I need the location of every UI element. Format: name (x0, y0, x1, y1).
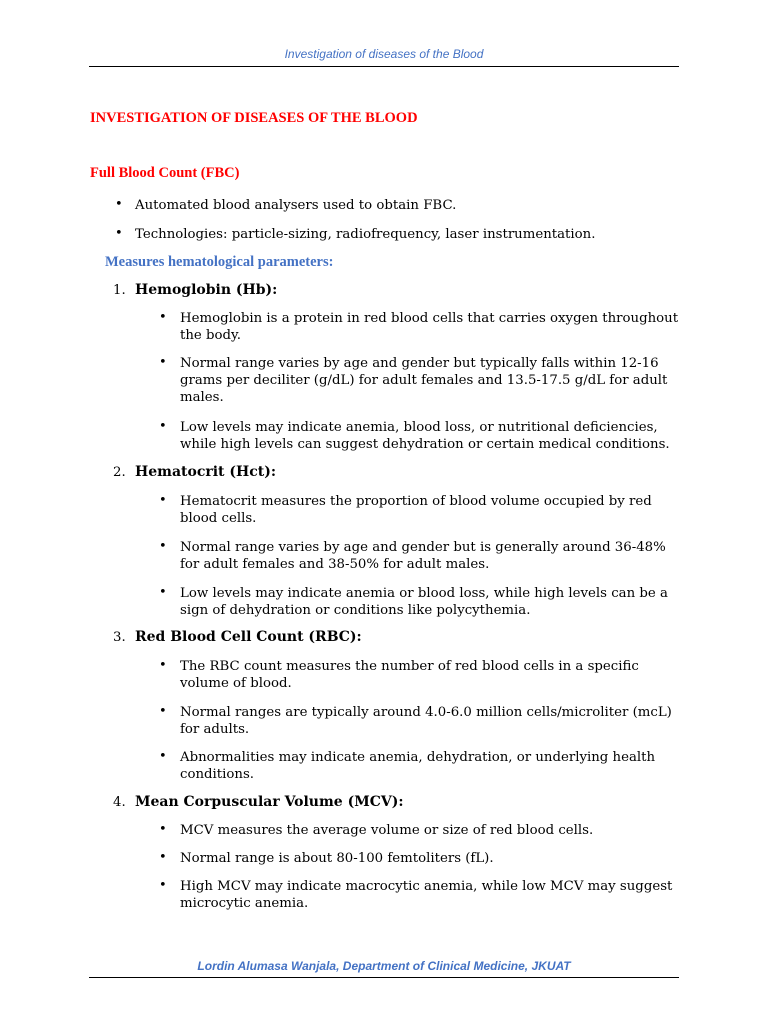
list-number: 2. (113, 465, 126, 480)
fbc-heading: Full Blood Count (FBC) (90, 165, 240, 181)
mcv-bullet-3: High MCV may indicate macrocytic anemia, while low MCV may suggest microcytic anemia. (180, 879, 673, 911)
bullet-marker: • (159, 878, 167, 893)
list-number: 3. (113, 630, 126, 645)
bullet-marker: • (159, 822, 167, 837)
footer-divider (89, 977, 679, 978)
parameter-heading-rbc: Red Blood Cell Count (RBC): (135, 629, 362, 645)
page-header: Investigation of diseases of the Blood (284, 47, 484, 61)
mcv-bullet-1: MCV measures the average volume or size of red blood cells. (180, 823, 594, 838)
parameter-heading-hematocrit: Hematocrit (Hct): (135, 464, 277, 480)
bullet-marker: • (159, 355, 167, 370)
bullet-marker: • (115, 226, 123, 241)
bullet-marker: • (159, 585, 167, 600)
hematocrit-bullet-3: Low levels may indicate anemia or blood loss, while high levels can be a sign of dehydration or conditions like polycythemia. (180, 586, 668, 618)
parameter-heading-hemoglobin: Hemoglobin (Hb): (135, 282, 278, 298)
list-number: 4. (113, 795, 126, 810)
bullet-marker: • (159, 850, 167, 865)
bullet-marker: • (159, 493, 167, 508)
measures-heading: Measures hematological parameters: (105, 254, 334, 270)
parameter-heading-mcv: Mean Corpuscular Volume (MCV): (135, 794, 404, 810)
rbc-bullet-3: Abnormalities may indicate anemia, dehydration, or underlying health conditions. (180, 750, 656, 782)
bullet-marker: • (159, 419, 167, 434)
hemoglobin-bullet-2: Normal range varies by age and gender but typically falls within 12-16 grams per deciliter (g/dL) for adult females and 13.5-17.5 g/dL for adult males. (180, 356, 668, 405)
mcv-bullet-2: Normal range is about 80-100 femtoliters (fL). (180, 851, 494, 866)
bullet-marker: • (115, 197, 123, 212)
hematocrit-bullet-1: Hematocrit measures the proportion of blood volume occupied by red blood cells. (180, 494, 652, 526)
bullet-marker: • (159, 658, 167, 673)
page-footer: Lordin Alumasa Wanjala, Department of Clinical Medicine, JKUAT (197, 959, 571, 973)
fbc-bullet-1: Automated blood analysers used to obtain FBC. (135, 198, 457, 213)
fbc-bullet-2: Technologies: particle-sizing, radiofrequency, laser instrumentation. (135, 227, 596, 242)
bullet-marker: • (159, 310, 167, 325)
hematocrit-bullet-2: Normal range varies by age and gender but is generally around 36-48% for adult females and 38-50% for adult males. (180, 540, 666, 572)
bullet-marker: • (159, 539, 167, 554)
bullet-marker: • (159, 704, 167, 719)
rbc-bullet-2: Normal ranges are typically around 4.0-6.0 million cells/microliter (mcL) for adults. (180, 705, 672, 737)
list-number: 1. (113, 283, 126, 298)
header-divider (89, 66, 679, 67)
rbc-bullet-1: The RBC count measures the number of red blood cells in a specific volume of blood. (180, 659, 639, 691)
document-title: INVESTIGATION OF DISEASES OF THE BLOOD (90, 110, 418, 126)
hemoglobin-bullet-3: Low levels may indicate anemia, blood loss, or nutritional deficiencies, while high levels can suggest dehydration or certain medical conditions. (180, 420, 670, 452)
hemoglobin-bullet-1: Hemoglobin is a protein in red blood cells that carries oxygen throughout the body. (180, 311, 679, 343)
bullet-marker: • (159, 749, 167, 764)
